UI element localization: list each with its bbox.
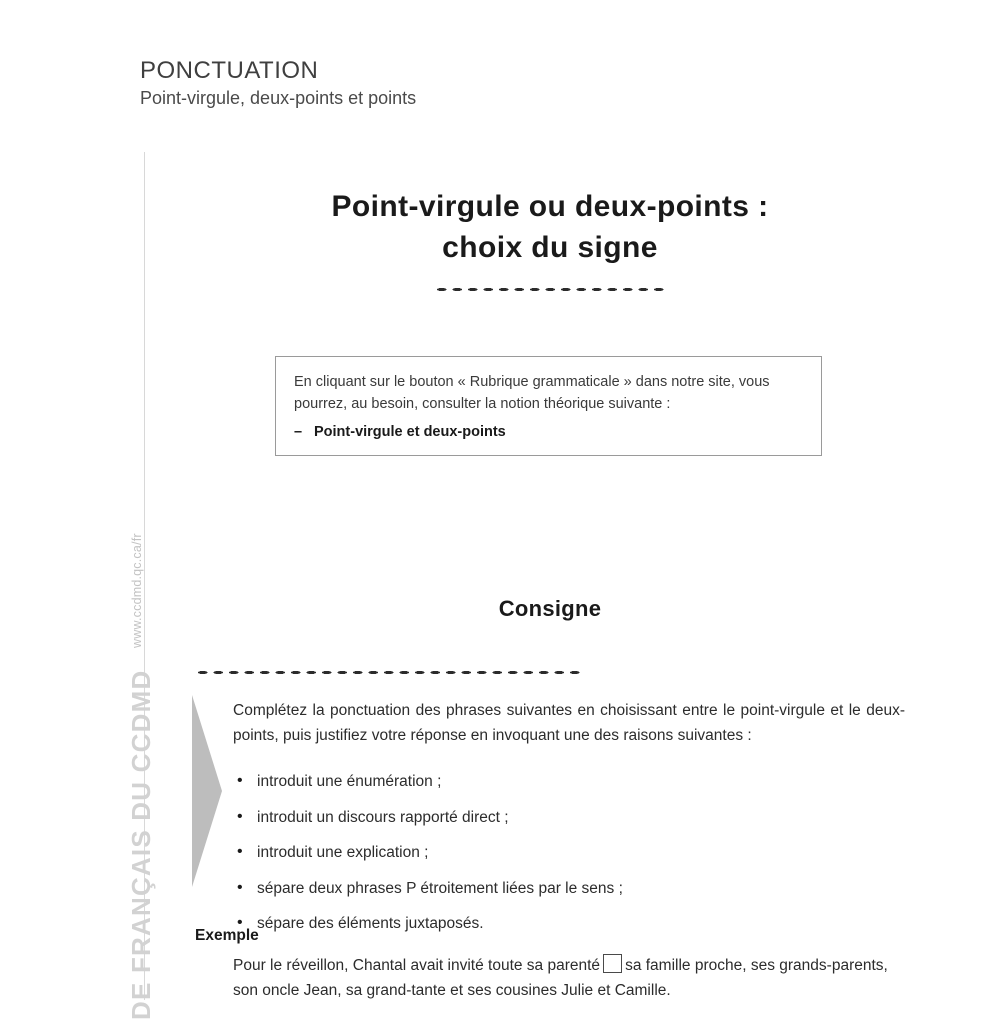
dash-marker: – <box>294 424 303 440</box>
title-dotted-rule <box>434 287 666 292</box>
theory-reference-item[interactable] <box>294 424 506 440</box>
reason-list <box>233 770 905 948</box>
sidebar-collection-title: DE FRANÇAIS DU CCDMD <box>126 669 156 1020</box>
header-category: PONCTUATION <box>140 57 319 84</box>
example-sentence <box>233 953 905 1003</box>
consigne-dotted-rule <box>195 670 583 675</box>
header-subtitle: Point-virgule, deux-points et points <box>140 88 417 109</box>
list-item: • introduit un discours rapporté direct ; <box>233 806 905 830</box>
list-item: • introduit une énumération ; <box>233 770 905 794</box>
document-header <box>140 58 740 110</box>
exercise-title-line-2: choix du signe <box>442 231 658 265</box>
sidebar-website-url: www.ccdmd.qc.ca/fr <box>130 533 144 648</box>
arrow-pointer-icon <box>190 695 224 887</box>
exercise-title <box>180 186 920 292</box>
consigne-instruction: Complétez la ponctuation des phrases suivantes en choisissant entre le point-virgule et le deux-points, puis justifiez votre réponse en invoquant une des raisons suivantes : <box>233 702 905 745</box>
exercise-title-line-1: Point-virgule ou deux-points : <box>331 190 769 223</box>
list-item: • sépare deux phrases P étroitement liées par le sens ; <box>233 877 905 901</box>
list-item: • introduit une explication ; <box>233 841 905 865</box>
example-text-before: Pour le réveillon, Chantal avait invité toute sa parenté <box>233 957 601 974</box>
list-item: • sépare des éléments juxtaposés. <box>233 912 905 936</box>
answer-input-box[interactable] <box>603 954 622 973</box>
consigne-heading: Consigne <box>498 596 602 621</box>
theory-reference-box <box>275 356 822 456</box>
theory-reference-item-label: Point-virgule et deux-points <box>314 424 506 440</box>
theory-reference-paragraph: En cliquant sur le bouton « Rubrique grammaticale » dans notre site, vous pourrez, au besoin, consulter la notion théorique suivante : <box>294 374 770 413</box>
example-text-after: sa famille proche, ses grands-parents, son oncle Jean, sa grand-tante et ses cousines Julie et Camille. <box>233 957 888 1000</box>
example-heading: Exemple <box>195 927 259 944</box>
